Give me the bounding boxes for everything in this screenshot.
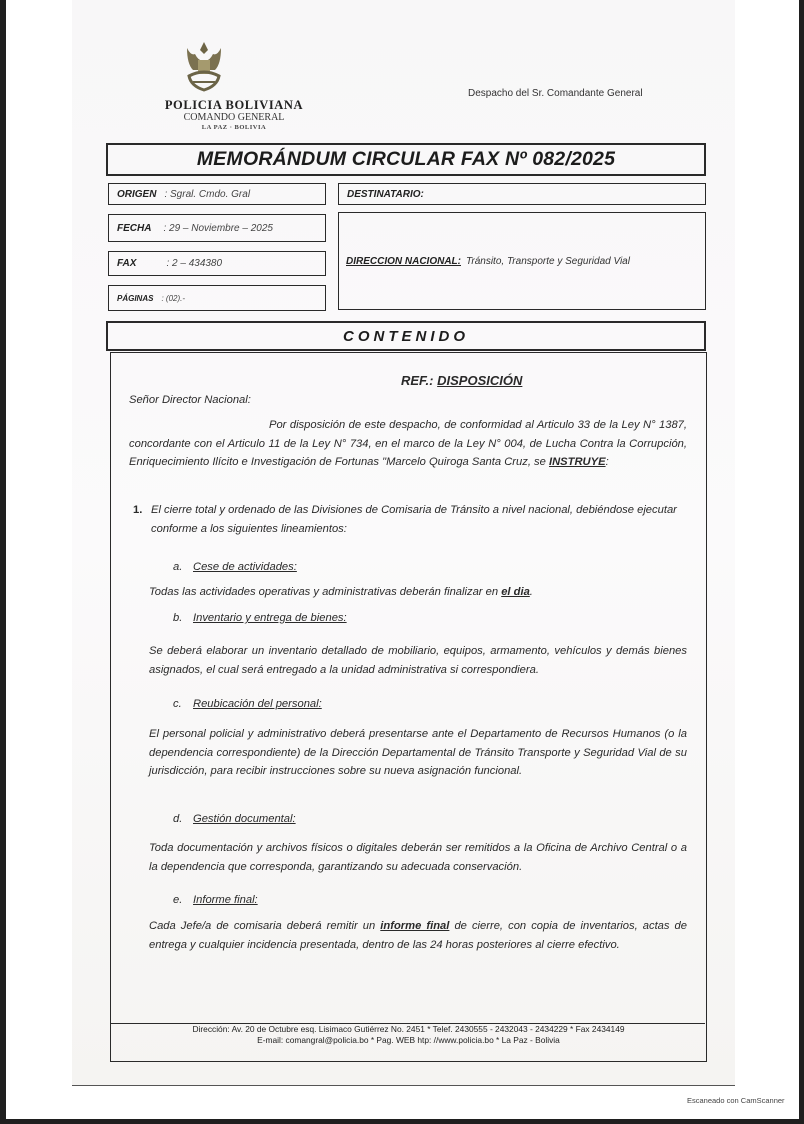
reference-value: DISPOSICIÓN	[437, 373, 523, 388]
organization-subtitle: COMANDO GENERAL	[183, 112, 285, 123]
field-fecha	[108, 214, 326, 242]
organization-city: LA PAZ · BOLIVIA	[201, 124, 267, 131]
footer-address: Dirección: Av. 20 de Octubre esq. Lisimaco Gutiérrez No. 2451 * Telef. 2430555 - 2432043 - 2434229 * Fax 2434149	[192, 1024, 625, 1034]
title-box	[106, 143, 706, 176]
office-label: Despacho del Sr. Comandante General	[468, 88, 643, 99]
subitem-c-text: El personal policial y administrativo deberá presentarse ante el Departamento de Recursos Humanos (o la dependencia correspondiente) de la Dirección Departamental de Tránsito Transporte y Seguridad Vial de su jurisdicción, para recibir instrucciones sobre su nueva asignación funcional.	[149, 728, 687, 777]
direccion-value: Tránsito, Transporte y Seguridad Vial	[466, 255, 630, 267]
footer	[110, 1024, 707, 1046]
subitem-e-heading: e. Informe final:	[173, 894, 258, 906]
direccion-label: DIRECCION NACIONAL:	[346, 255, 461, 267]
organization-name: POLICIA BOLIVIANA	[164, 98, 304, 112]
reference-label: REF.:	[401, 373, 434, 388]
footer-contact: E-mail: comangral@policia.bo * Pag. WEB htp: //www.policia.bo * La Paz - Bolivia	[257, 1035, 560, 1045]
coat-of-arms-icon	[181, 40, 227, 94]
item-1-text: El cierre total y ordenado de las Divisiones de Comisaria de Tránsito a nivel nacional, debiéndose ejecutar conforme a los siguientes lineamientos:	[151, 504, 677, 535]
salutation: Señor Director Nacional:	[129, 394, 251, 406]
subitem-a-text: Todas las actividades operativas y administrativas deberán finalizar en el dia.	[149, 586, 533, 598]
content-heading: CONTENIDO	[343, 327, 469, 345]
emphasis-informe-final: informe final	[380, 920, 450, 932]
subitem-d-text: Toda documentación y archivos físicos o digitales deberán ser remitidos a la Oficina de Archivo Central o a la dependencia que corresponda, garantizando su adecuada conservación.	[149, 842, 687, 873]
reference	[401, 372, 522, 391]
fax-value: : 2 – 434380	[166, 258, 223, 269]
fecha-label: FECHA	[117, 222, 152, 234]
item-1	[133, 501, 688, 538]
subitem-e-text: Cada Jefe/a de comisaria deberá remitir un informe final de cierre, con copia de inventarios, actas de entrega y cualquier incidencia presentada, dentro de las 24 horas posteriores al cierre efectivo.	[149, 920, 688, 951]
field-origen	[108, 183, 326, 205]
fax-label: FAX	[117, 258, 137, 269]
content-body	[110, 352, 707, 1062]
emphasis-el-dia: el dia	[501, 586, 530, 598]
origen-label: ORIGEN	[117, 188, 157, 200]
field-fax	[108, 251, 326, 276]
camscanner-watermark: Escaneado con CamScanner	[687, 1096, 785, 1105]
page	[6, 0, 799, 1119]
field-destinatario	[338, 183, 706, 205]
field-direccion	[338, 212, 706, 310]
item-1-number: 1.	[133, 504, 143, 516]
memo-title: MEMORÁNDUM CIRCULAR FAX Nº 082/2025	[196, 148, 616, 170]
intro-text: Por disposición de este despacho, de conformidad al Articulo 33 de la Ley N° 1387, concordante con el Articulo 11 de la Ley N° 734, en el marco de la Ley N° 004, de Lucha Contra la Corrupción, Enriquecimiento Ilícito e Investigación de Fortunas "Marcelo Quiroga Santa Cruz, se	[129, 419, 687, 468]
paginas-value: : (02).-	[161, 293, 186, 303]
subitem-b-heading: b. Inventario y entrega de bienes:	[173, 612, 347, 624]
content-heading-box	[106, 321, 706, 351]
subitem-c-heading: c. Reubicación del personal:	[173, 698, 322, 710]
subitem-a-heading: a. Cese de actividades:	[173, 561, 297, 573]
instruye-text: INSTRUYE	[548, 456, 606, 468]
paginas-label: PÁGINAS	[117, 293, 154, 303]
destinatario-label: DESTINATARIO:	[347, 188, 424, 200]
subitem-d-heading: d. Gestión documental:	[173, 813, 296, 825]
intro-paragraph: Por disposición de este despacho, de conformidad al Articulo 33 de la Ley N° 1387, concordante con el Articulo 11 de la Ley N° 734, en el marco de la Ley N° 004, de Lucha Contra la Corrupción, Enriquecimiento Ilícito e Investigación de Fortunas "Marcelo Quiroga Santa Cruz, se INSTRUYE:	[129, 419, 687, 468]
scanned-document	[72, 0, 735, 1086]
fecha-value: : 29 – Noviembre – 2025	[163, 222, 273, 234]
subitem-b-text: Se deberá elaborar un inventario detallado de mobiliario, equipos, armamento, vehículos y demás bienes asignados, el cual será entregado a la unidad administrativa si correspondiera.	[149, 645, 687, 676]
origen-value: : Sgral. Cmdo. Gral	[164, 188, 251, 200]
field-paginas	[108, 285, 326, 311]
